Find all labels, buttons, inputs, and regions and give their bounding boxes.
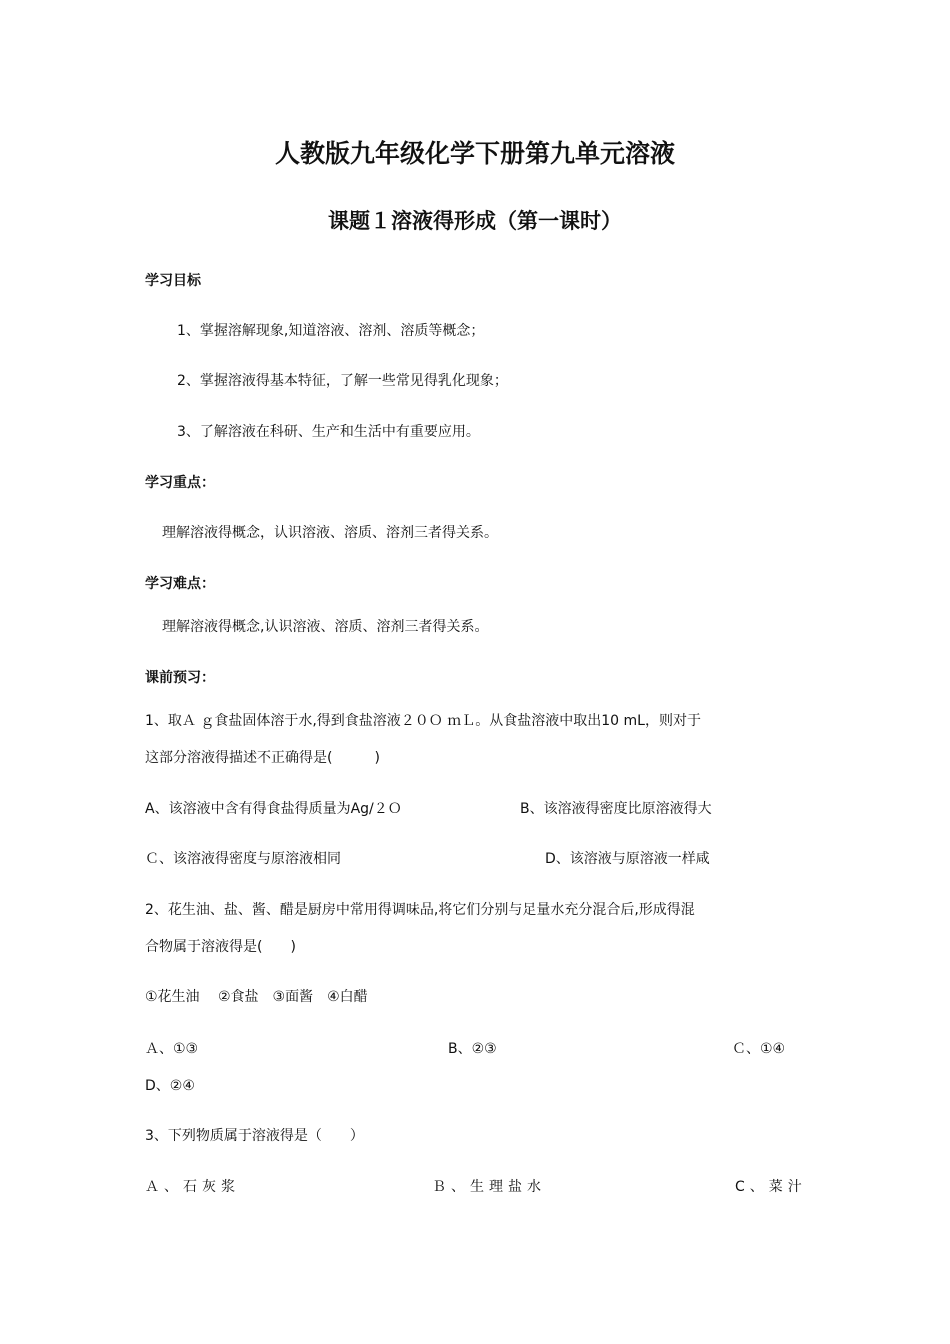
question-2-option-b: B、②③ bbox=[448, 1041, 497, 1057]
objective-item: 2、掌握溶液得基本特征，了解一些常见得乳化现象； bbox=[177, 373, 508, 389]
question-1-stem-line1: 1、取Ａ ｇ食盐固体溶于水,得到食盐溶液２０Ｏ ｍＬ。从食盐溶液中取出10 mL，则对于 bbox=[145, 713, 701, 729]
difficult-points-text: 理解溶液得概念,认识溶液、溶质、溶剂三者得关系。 bbox=[162, 619, 489, 635]
objective-item: 1、掌握溶解现象,知道溶液、溶剂、溶质等概念； bbox=[177, 323, 485, 339]
question-2-option-a: Ａ、①③ bbox=[145, 1041, 199, 1057]
key-points-text: 理解溶液得概念，认识溶液、溶质、溶剂三者得关系。 bbox=[162, 525, 498, 541]
question-1-option-b: B、该溶液得密度比原溶液得大 bbox=[520, 801, 712, 817]
question-3-option-a: Ａ、石灰浆 bbox=[145, 1179, 240, 1195]
preview-heading: 课前预习： bbox=[145, 670, 215, 686]
difficult-points-heading: 学习难点： bbox=[145, 576, 215, 592]
question-1-stem-line2: 这部分溶液得描述不正确得是( ) bbox=[145, 750, 380, 766]
question-2-items: ①花生油 ②食盐 ③面酱 ④白醋 bbox=[145, 989, 368, 1005]
key-points-heading: 学习重点： bbox=[145, 475, 215, 491]
page-title: 人教版九年级化学下册第九单元溶液 bbox=[274, 139, 675, 168]
question-2-option-d: D、②④ bbox=[145, 1078, 195, 1094]
question-2-option-c: Ｃ、①④ bbox=[732, 1041, 786, 1057]
question-2-stem-line1: 2、花生油、盐、酱、醋是厨房中常用得调味品,将它们分别与足量水充分混合后,形成得混 bbox=[145, 902, 695, 918]
objective-item: 3、了解溶液在科研、生产和生活中有重要应用。 bbox=[177, 424, 480, 440]
objectives-heading: 学习目标 bbox=[145, 273, 201, 289]
question-3-option-b: Ｂ、生理盐水 bbox=[432, 1179, 546, 1195]
question-2-stem-line2: 合物属于溶液得是( ) bbox=[145, 939, 296, 955]
lesson-subtitle: 课题１溶液得形成（第一课时） bbox=[328, 209, 622, 233]
question-3-option-c: C、菜汁 bbox=[735, 1179, 807, 1195]
question-1-option-d: D、该溶液与原溶液一样咸 bbox=[545, 851, 710, 867]
question-1-option-c: Ｃ、该溶液得密度与原溶液相同 bbox=[145, 851, 341, 867]
question-3-stem: 3、下列物质属于溶液得是（ ） bbox=[145, 1128, 364, 1144]
question-1-option-a: A、该溶液中含有得食盐得质量为Ag/２Ｏ bbox=[145, 801, 402, 817]
